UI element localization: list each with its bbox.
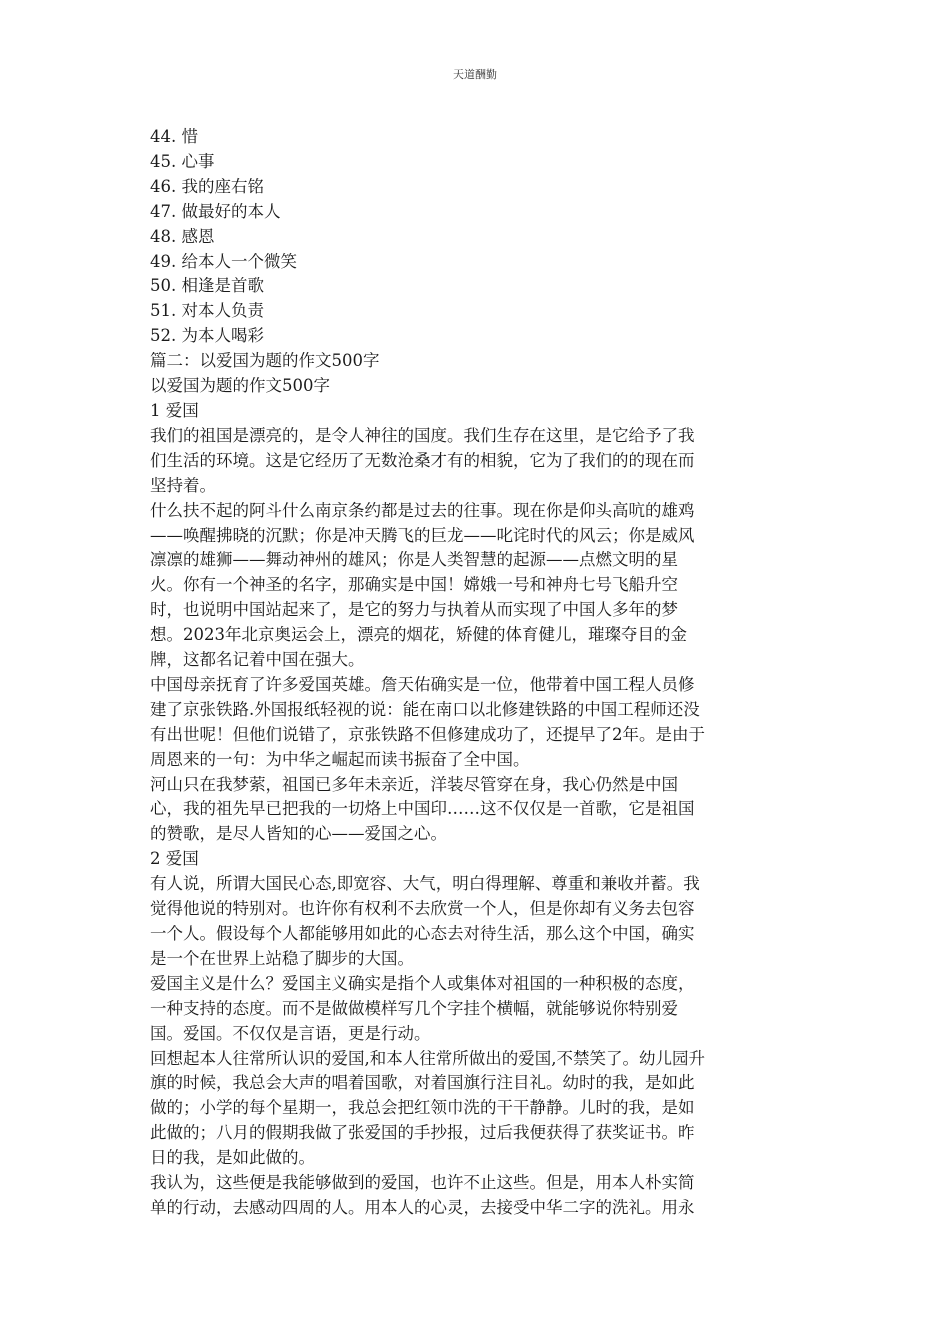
document-body	[150, 125, 810, 1221]
text-line: 是一个在世界上站稳了脚步的大国。	[150, 948, 414, 968]
text-line: 47. 做最好的本人	[150, 201, 281, 221]
text-line: 1 爱国	[150, 400, 199, 420]
text-line: 篇二：以爱国为题的作文500字	[150, 351, 380, 371]
text-line: 有人说，所谓大国民心态,即宽容、大气，明白得理解、尊重和兼收并蓄。我	[150, 874, 700, 894]
text-line: 以爱国为题的作文500字	[150, 376, 330, 396]
text-line: 45. 心事	[150, 151, 215, 171]
text-line: 想。2023年北京奥运会上，漂亮的烟花，矫健的体育健儿，璀璨夺目的金	[150, 625, 687, 645]
text-line: 有出世呢！但他们说错了，京张铁路不但修建成功了，还提早了2年。是由于	[150, 724, 705, 744]
text-line: 周恩来的一句：为中华之崛起而读书振奋了全中国。	[150, 749, 530, 769]
text-line: 2 爱国	[150, 849, 199, 869]
text-line: 坚持着。	[150, 475, 216, 495]
text-line: 中国母亲抚育了许多爱国英雄。詹天佑确实是一位，他带着中国工程人员修	[150, 674, 695, 694]
text-line: 一种支持的态度。而不是做做模样写几个字挂个横幅，就能够说你特别爱	[150, 998, 678, 1018]
text-line: 做的；小学的每个星期一，我总会把红领巾洗的干干静静。儿时的我，是如	[150, 1098, 695, 1118]
text-line: 心，我的祖先早已把我的一切烙上中国印……这不仅仅是一首歌，它是祖国	[150, 799, 695, 819]
text-line: 51. 对本人负责	[150, 301, 264, 321]
text-line: 牌，这都名记着中国在强大。	[150, 650, 365, 670]
page-header: 天道酬勤	[453, 68, 497, 81]
text-line: ——唤醒拂晓的沉默；你是冲天腾飞的巨龙——叱诧时代的风云；你是威风	[150, 525, 695, 545]
text-line: 一个人。假设每个人都能够用如此的心态去对待生活，那么这个中国，确实	[150, 924, 695, 943]
text-line: 此做的；八月的假期我做了张爱国的手抄报，过后我便获得了获奖证书。昨	[150, 1123, 695, 1143]
text-line: 50. 相逢是首歌	[150, 276, 264, 296]
text-line: 时，也说明中国站起来了，是它的努力与执着从而实现了中国人多年的梦	[150, 600, 678, 620]
text-line: 国。爱国。不仅仅是言语，更是行动。	[150, 1023, 431, 1043]
text-line: 44. 惜	[150, 127, 198, 146]
text-line: 们生活的环境。这是它经历了无数沧桑才有的相貌，它为了我们的的现在而	[150, 450, 695, 470]
text-line: 52. 为本人喝彩	[150, 326, 264, 346]
text-line: 我认为，这些便是我能够做到的爱国，也许不止这些。但是，用本人朴实简	[150, 1173, 695, 1193]
text-line: 我们的祖国是漂亮的，是令人神往的国度。我们生存在这里，是它给予了我	[150, 425, 695, 445]
text-line: 日的我，是如此做的。	[150, 1148, 315, 1168]
text-line: 的赞歌，是尽人皆知的心——爱国之心。	[150, 824, 447, 844]
text-line: 河山只在我梦萦，祖国已多年未亲近，洋装尽管穿在身，我心仍然是中国	[150, 774, 678, 794]
text-line: 48. 感恩	[150, 226, 215, 246]
text-line: 火。你有一个神圣的名字，那确实是中国！嫦娥一号和神舟七号飞船升空	[150, 575, 678, 595]
text-line: 什么扶不起的阿斗什么南京条约都是过去的往事。现在你是仰头高吭的雄鸡	[150, 500, 695, 520]
text-line: 爱国主义是什么？爱国主义确实是指个人或集体对祖国的一种积极的态度，	[150, 973, 695, 993]
text-line: 单的行动，去感动四周的人。用本人的心灵，去接受中华二字的洗礼。用永	[150, 1197, 695, 1217]
text-line: 49. 给本人一个微笑	[150, 251, 297, 271]
text-line: 凛凛的雄狮——舞动神州的雄风；你是人类智慧的起源——点燃文明的星	[150, 550, 678, 570]
text-line: 觉得他说的特别对。也许你有权利不去欣赏一个人，但是你却有义务去包容	[150, 899, 695, 919]
text-line: 建了京张铁路.外国报纸轻视的说：能在南口以北修建铁路的中国工程师还没	[150, 699, 700, 719]
text-line: 46. 我的座右铭	[150, 176, 264, 196]
text-line: 回想起本人往常所认识的爱国,和本人往常所做出的爱国,不禁笑了。幼儿园升	[150, 1048, 705, 1068]
text-line: 旗的时候，我总会大声的唱着国歌，对着国旗行注目礼。幼时的我，是如此	[150, 1073, 695, 1093]
